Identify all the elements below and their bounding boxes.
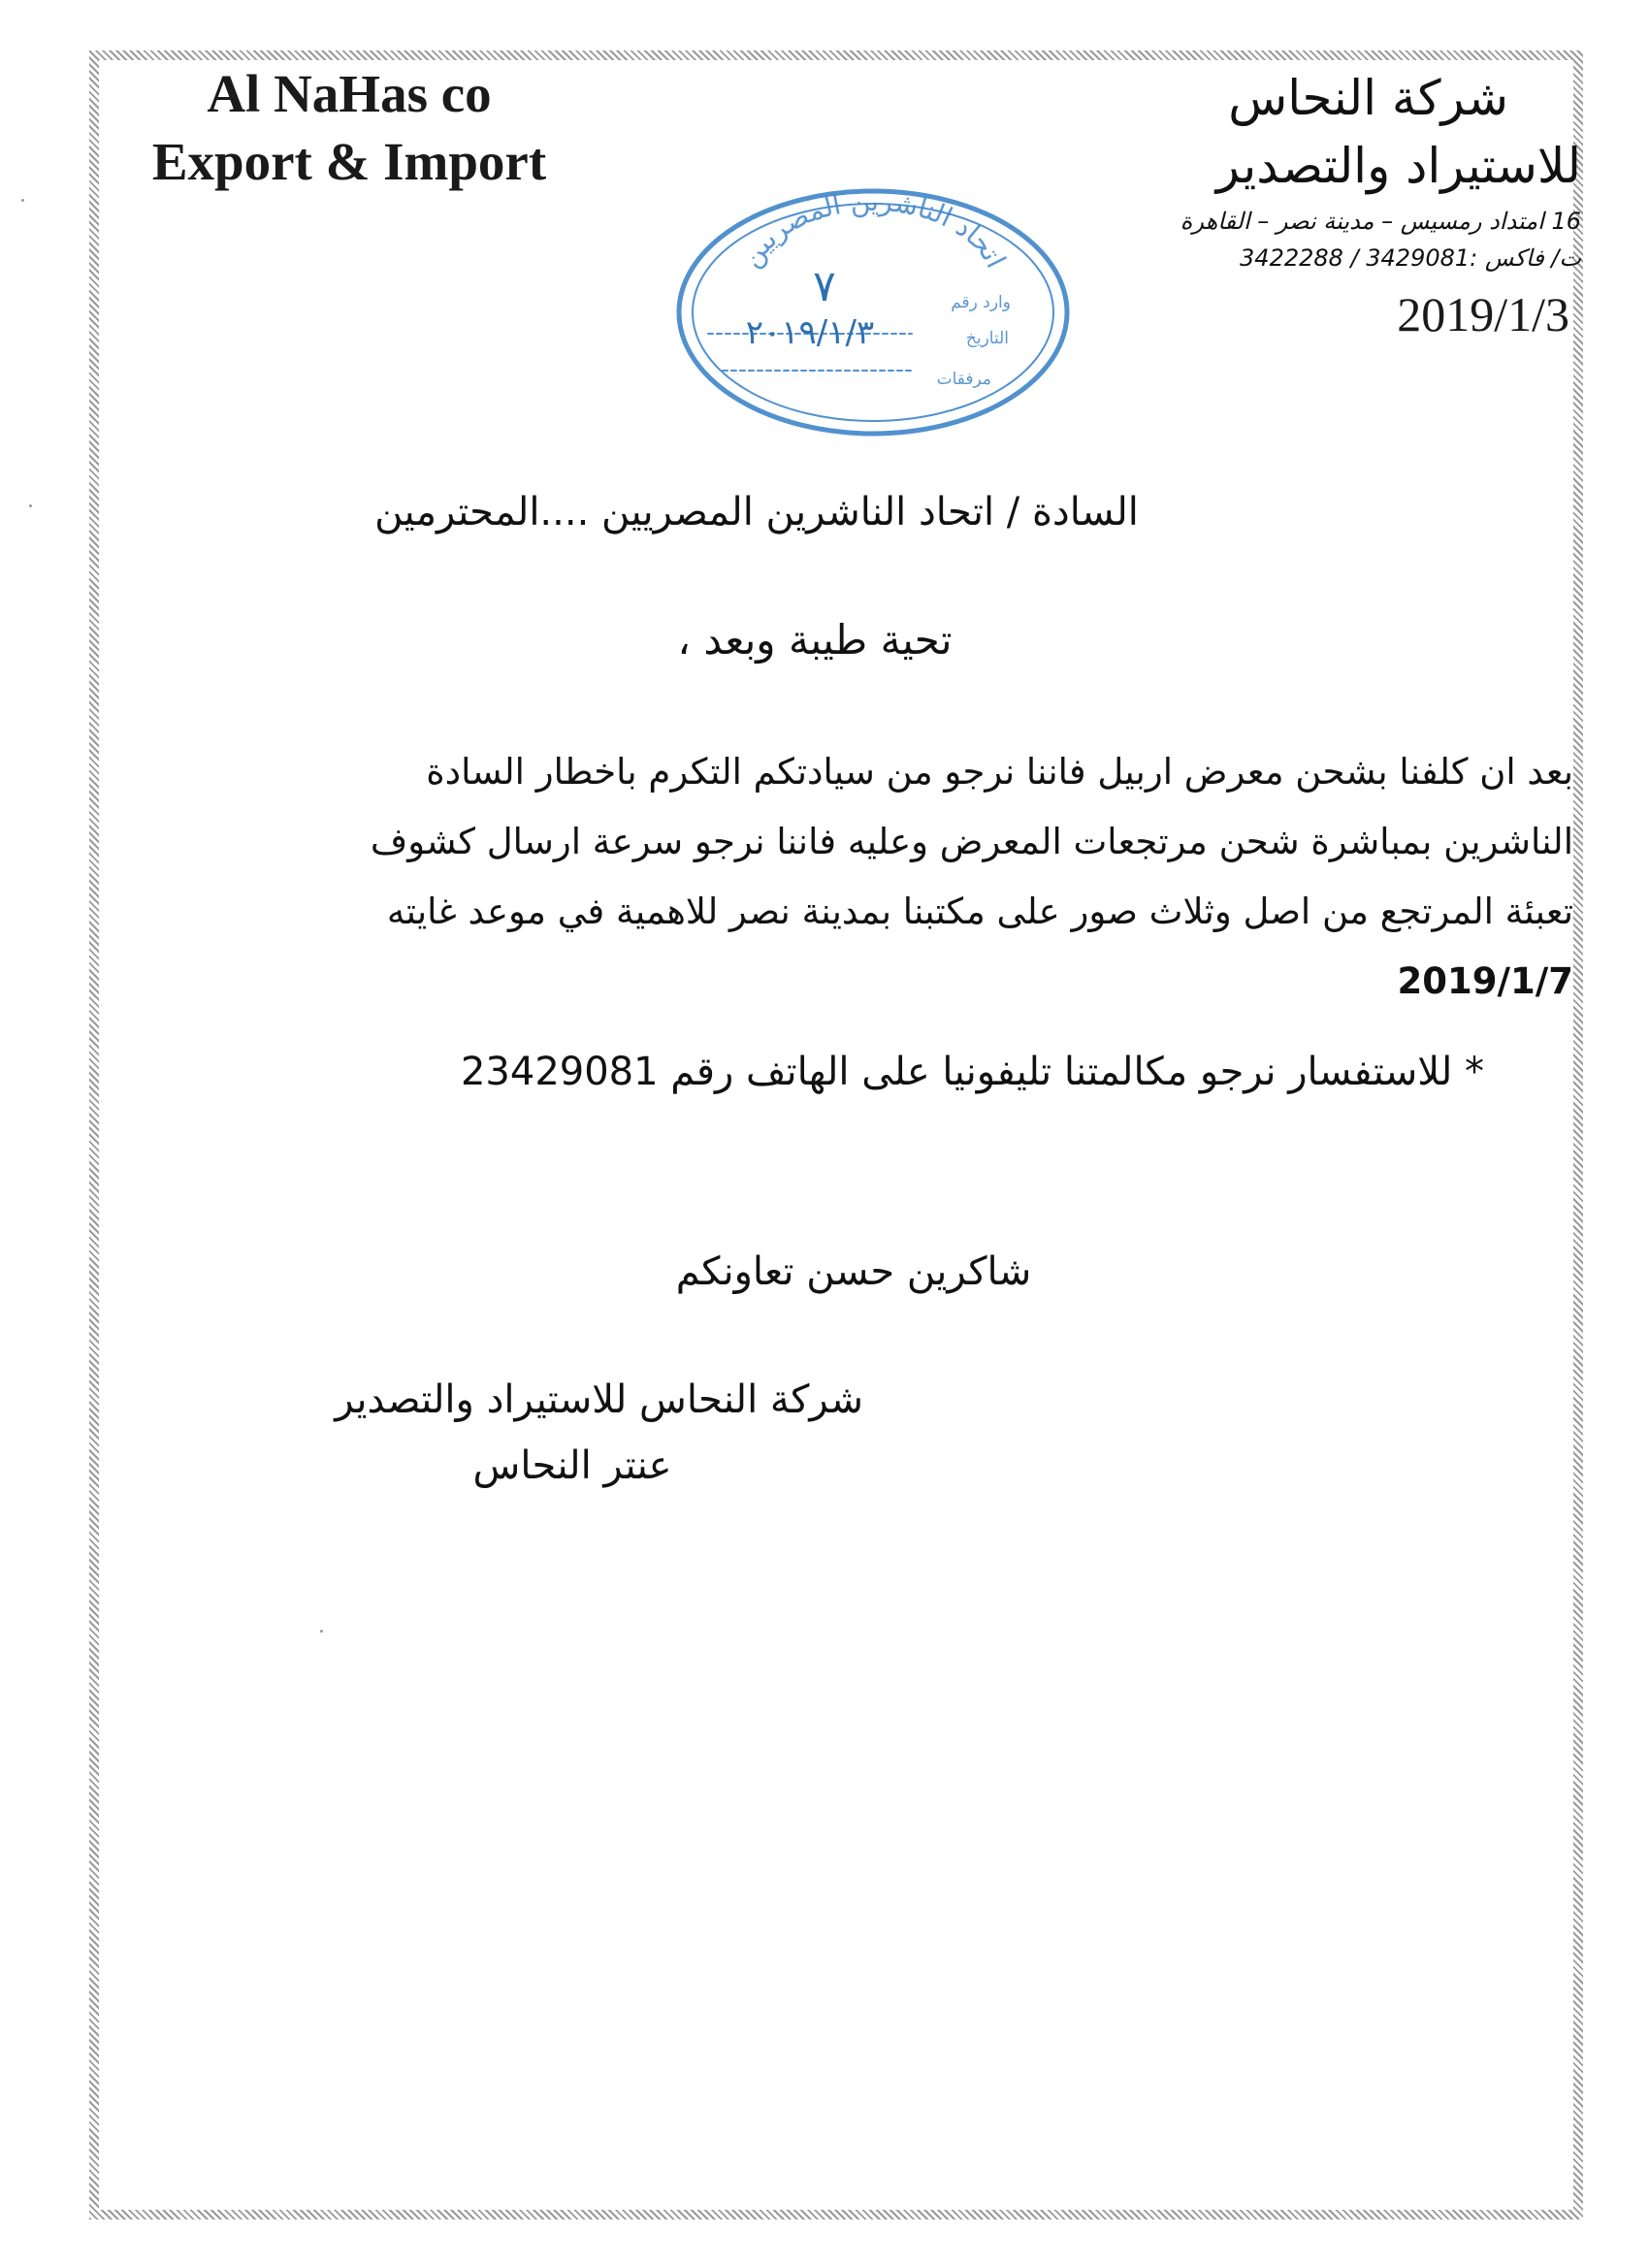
closing-thanks: شاكرين حسن تعاونكم [675,1249,1032,1294]
stamp-org-text: اتحاد الناشرين المصريين [734,184,1013,274]
stamp-inner-ring [693,204,1053,421]
company-name-english: Al NaHas co [207,64,492,123]
scan-speck [21,199,24,202]
paragraph-line: الناشرين بمباشرة شحن مرتجعات المعرض وعليه فاننا نرجو سرعة ارسال كشوف [370,821,1573,862]
stamp-label-attachments: مرفقات [936,370,991,389]
scan-speck [320,1630,323,1633]
stamp-label-number: وارد رقم [951,293,1011,312]
letterhead-english [112,60,587,196]
company-name-arabic: شركة النحاس [1228,70,1508,126]
stamp-label-date: التاريخ [965,329,1009,348]
greeting: تحية طيبة وبعد ، [677,616,953,664]
salutation: السادة / اتحاد الناشرين المصريين ....المحترمين [374,490,1139,535]
stamp-number: ٧ [813,262,836,311]
letterhead-arabic [1038,64,1581,275]
signature-company: شركة النحاس للاستيراد والتصدير [335,1377,863,1422]
received-stamp [669,177,1077,443]
scan-speck [29,504,32,507]
company-phone-fax: ت/ فاكس :3429081 / 3422288 [1240,244,1581,272]
company-address: 16 امتداد رمسيس – مدينة نصر – القاهرة [1180,208,1581,235]
paragraph-line: بعد ان كلفنا بشحن معرض اربيل فاننا نرجو من سيادتكم التكرم باخطار السادة [426,751,1573,793]
letter-body-paragraph [95,737,1573,1017]
stamp-outer-ring [679,191,1067,434]
signature-name: عنتر النحاس [472,1443,672,1488]
paragraph-line: تعبئة المرتجع من اصل وثلاث صور على مكتبنا بمدينة نصر للاهمية في موعد غايته [386,891,1573,932]
stamp-date: ٢٠١٩/١/٣ [745,313,875,352]
company-tagline-english: Export & Import [151,132,547,191]
paragraph-line-deadline-date: 2019/1/7 [1397,960,1573,1002]
company-tagline-arabic: للاستيراد والتصدير [1215,138,1581,194]
letter-date: 2019/1/3 [1397,287,1569,341]
inquiry-note: * للاستفسار نرجو مكالمتنا تليفونيا على الهاتف رقم 23429081 [460,1050,1484,1094]
